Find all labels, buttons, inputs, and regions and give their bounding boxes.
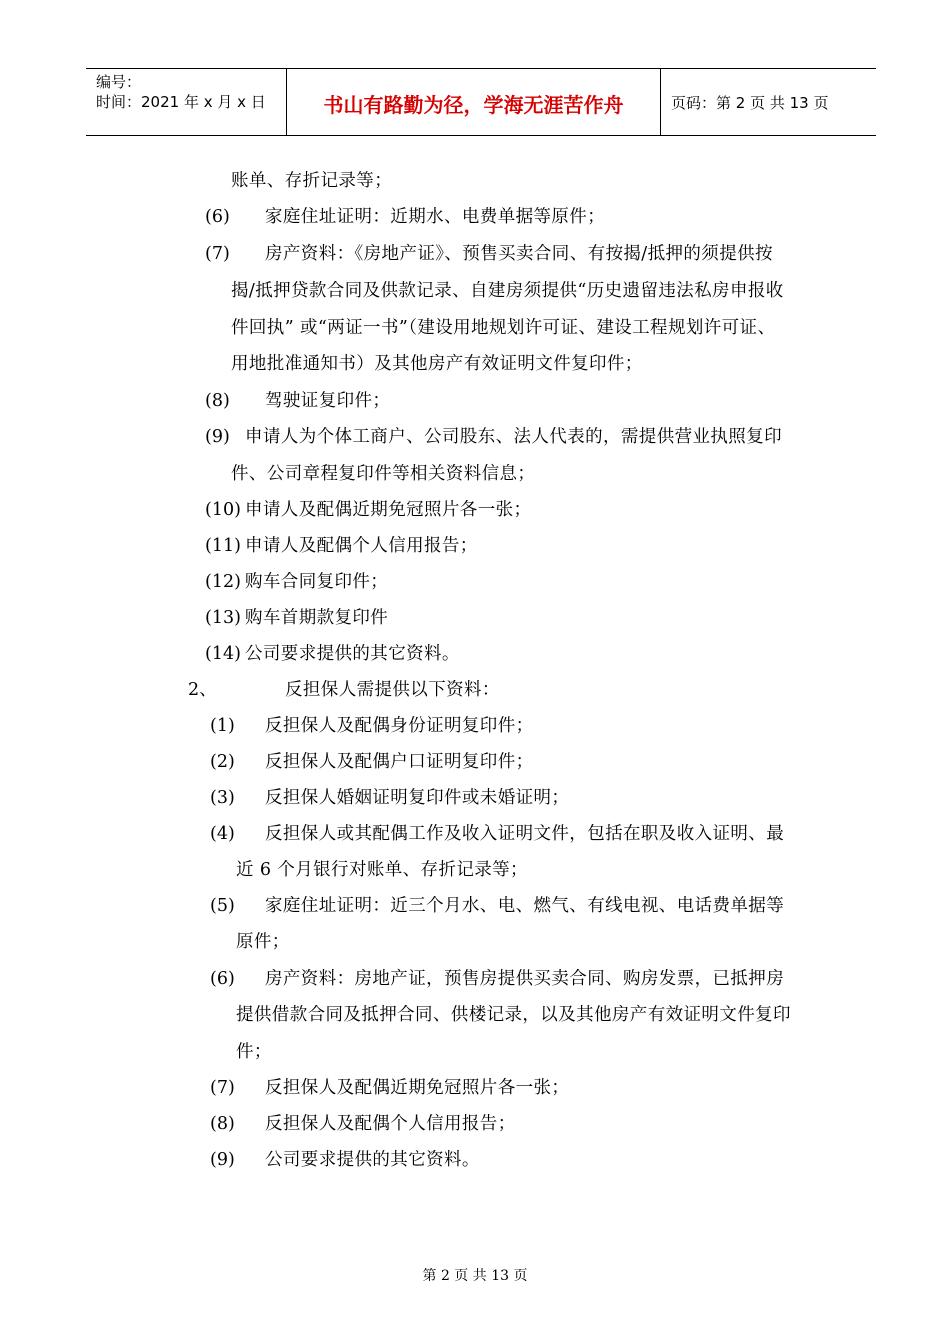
item-number: (3) [210,788,235,808]
item-text: 公司要求提供的其它资料。 [265,1150,480,1170]
item-text: 购车合同复印件； [245,572,389,592]
header-page-label: 页码：第 2 页 共 13 页 [671,94,829,112]
item-number: (2) [210,752,235,772]
item-text: 申请人及配偶近期免冠照片各一张； [245,500,532,520]
item-number: (14) [205,644,241,664]
item-text: 近 6 个月银行对账单、存折记录等； [236,860,528,880]
item-number: (8) [210,1114,235,1134]
section-number: 2、 [188,680,217,700]
item-text: 件； [236,1042,272,1062]
section-title: 反担保人需提供以下资料： [285,680,500,700]
item-text: 原件； [236,932,290,952]
item-number: (6) [205,207,230,227]
header-motto-cell [287,69,661,135]
item-text: 揭/抵押贷款合同及供款记录、自建房须提供“历史遗留违法私房申报收 [231,281,784,301]
item-text: 申请人及配偶个人信用报告； [245,536,478,556]
header-info-cell [86,69,287,135]
item-number: (6) [210,969,235,989]
item-text: 用地批准通知书）及其他房产有效证明文件复印件； [231,354,643,374]
item-number: (13) [205,608,241,628]
item-number: (12) [205,572,241,592]
item-number: (7) [205,244,230,264]
continuation-line: 账单、存折记录等； [231,171,393,191]
item-number: (8) [205,391,230,411]
item-text: 件、公司章程复印件等相关资料信息； [231,464,536,484]
item-text: 提供借款合同及抵押合同、供楼记录，以及其他房产有效证明文件复印 [236,1005,791,1025]
item-text: 家庭住址证明：近期水、电费单据等原件； [265,207,606,227]
document-header [86,68,876,136]
item-number: (5) [210,896,235,916]
item-number: (7) [210,1078,235,1098]
item-number: (1) [210,716,235,736]
item-number: (4) [210,824,235,844]
item-number: (9) [210,1150,235,1170]
item-number: (10) [205,500,241,520]
header-code-label: 编号： [96,73,142,91]
item-number: (9) [205,427,230,447]
item-text: 反担保人婚姻证明复印件或未婚证明； [265,788,570,808]
item-text: 申请人为个体工商户、公司股东、法人代表的，需提供营业执照复印 [245,427,782,447]
item-text: 房产资料：《房地产证》、预售买卖合同、有按揭/抵押的须提供按 [265,244,773,264]
item-text: 反担保人及配偶个人信用报告； [265,1114,516,1134]
item-text: 家庭住址证明：近三个月水、电、燃气、有线电视、电话费单据等 [265,896,785,916]
item-text: 反担保人及配偶身份证明复印件； [265,716,534,736]
item-text: 件回执” 或“两证一书”（建设用地规划许可证、建设工程规划许可证、 [231,318,776,338]
item-text: 反担保人或其配偶工作及收入证明文件，包括在职及收入证明、最 [265,824,785,844]
item-text: 房产资料：房地产证，预售房提供买卖合同、购房发票，已抵押房 [265,969,785,989]
item-text: 公司要求提供的其它资料。 [245,644,460,664]
page-footer: 第 2 页 共 13 页 [422,1268,528,1284]
header-motto: 书山有路勤为径，学海无涯苦作舟 [323,93,624,117]
item-text: 反担保人及配偶近期免冠照片各一张； [265,1078,570,1098]
header-page-cell [661,69,876,135]
item-number: (11) [205,536,241,556]
item-text: 驾驶证复印件； [265,391,391,411]
item-text: 反担保人及配偶户口证明复印件； [265,752,534,772]
header-time-label: 时间：2021 年 x 月 x 日 [96,93,266,111]
item-text: 购车首期款复印件 [245,608,389,628]
